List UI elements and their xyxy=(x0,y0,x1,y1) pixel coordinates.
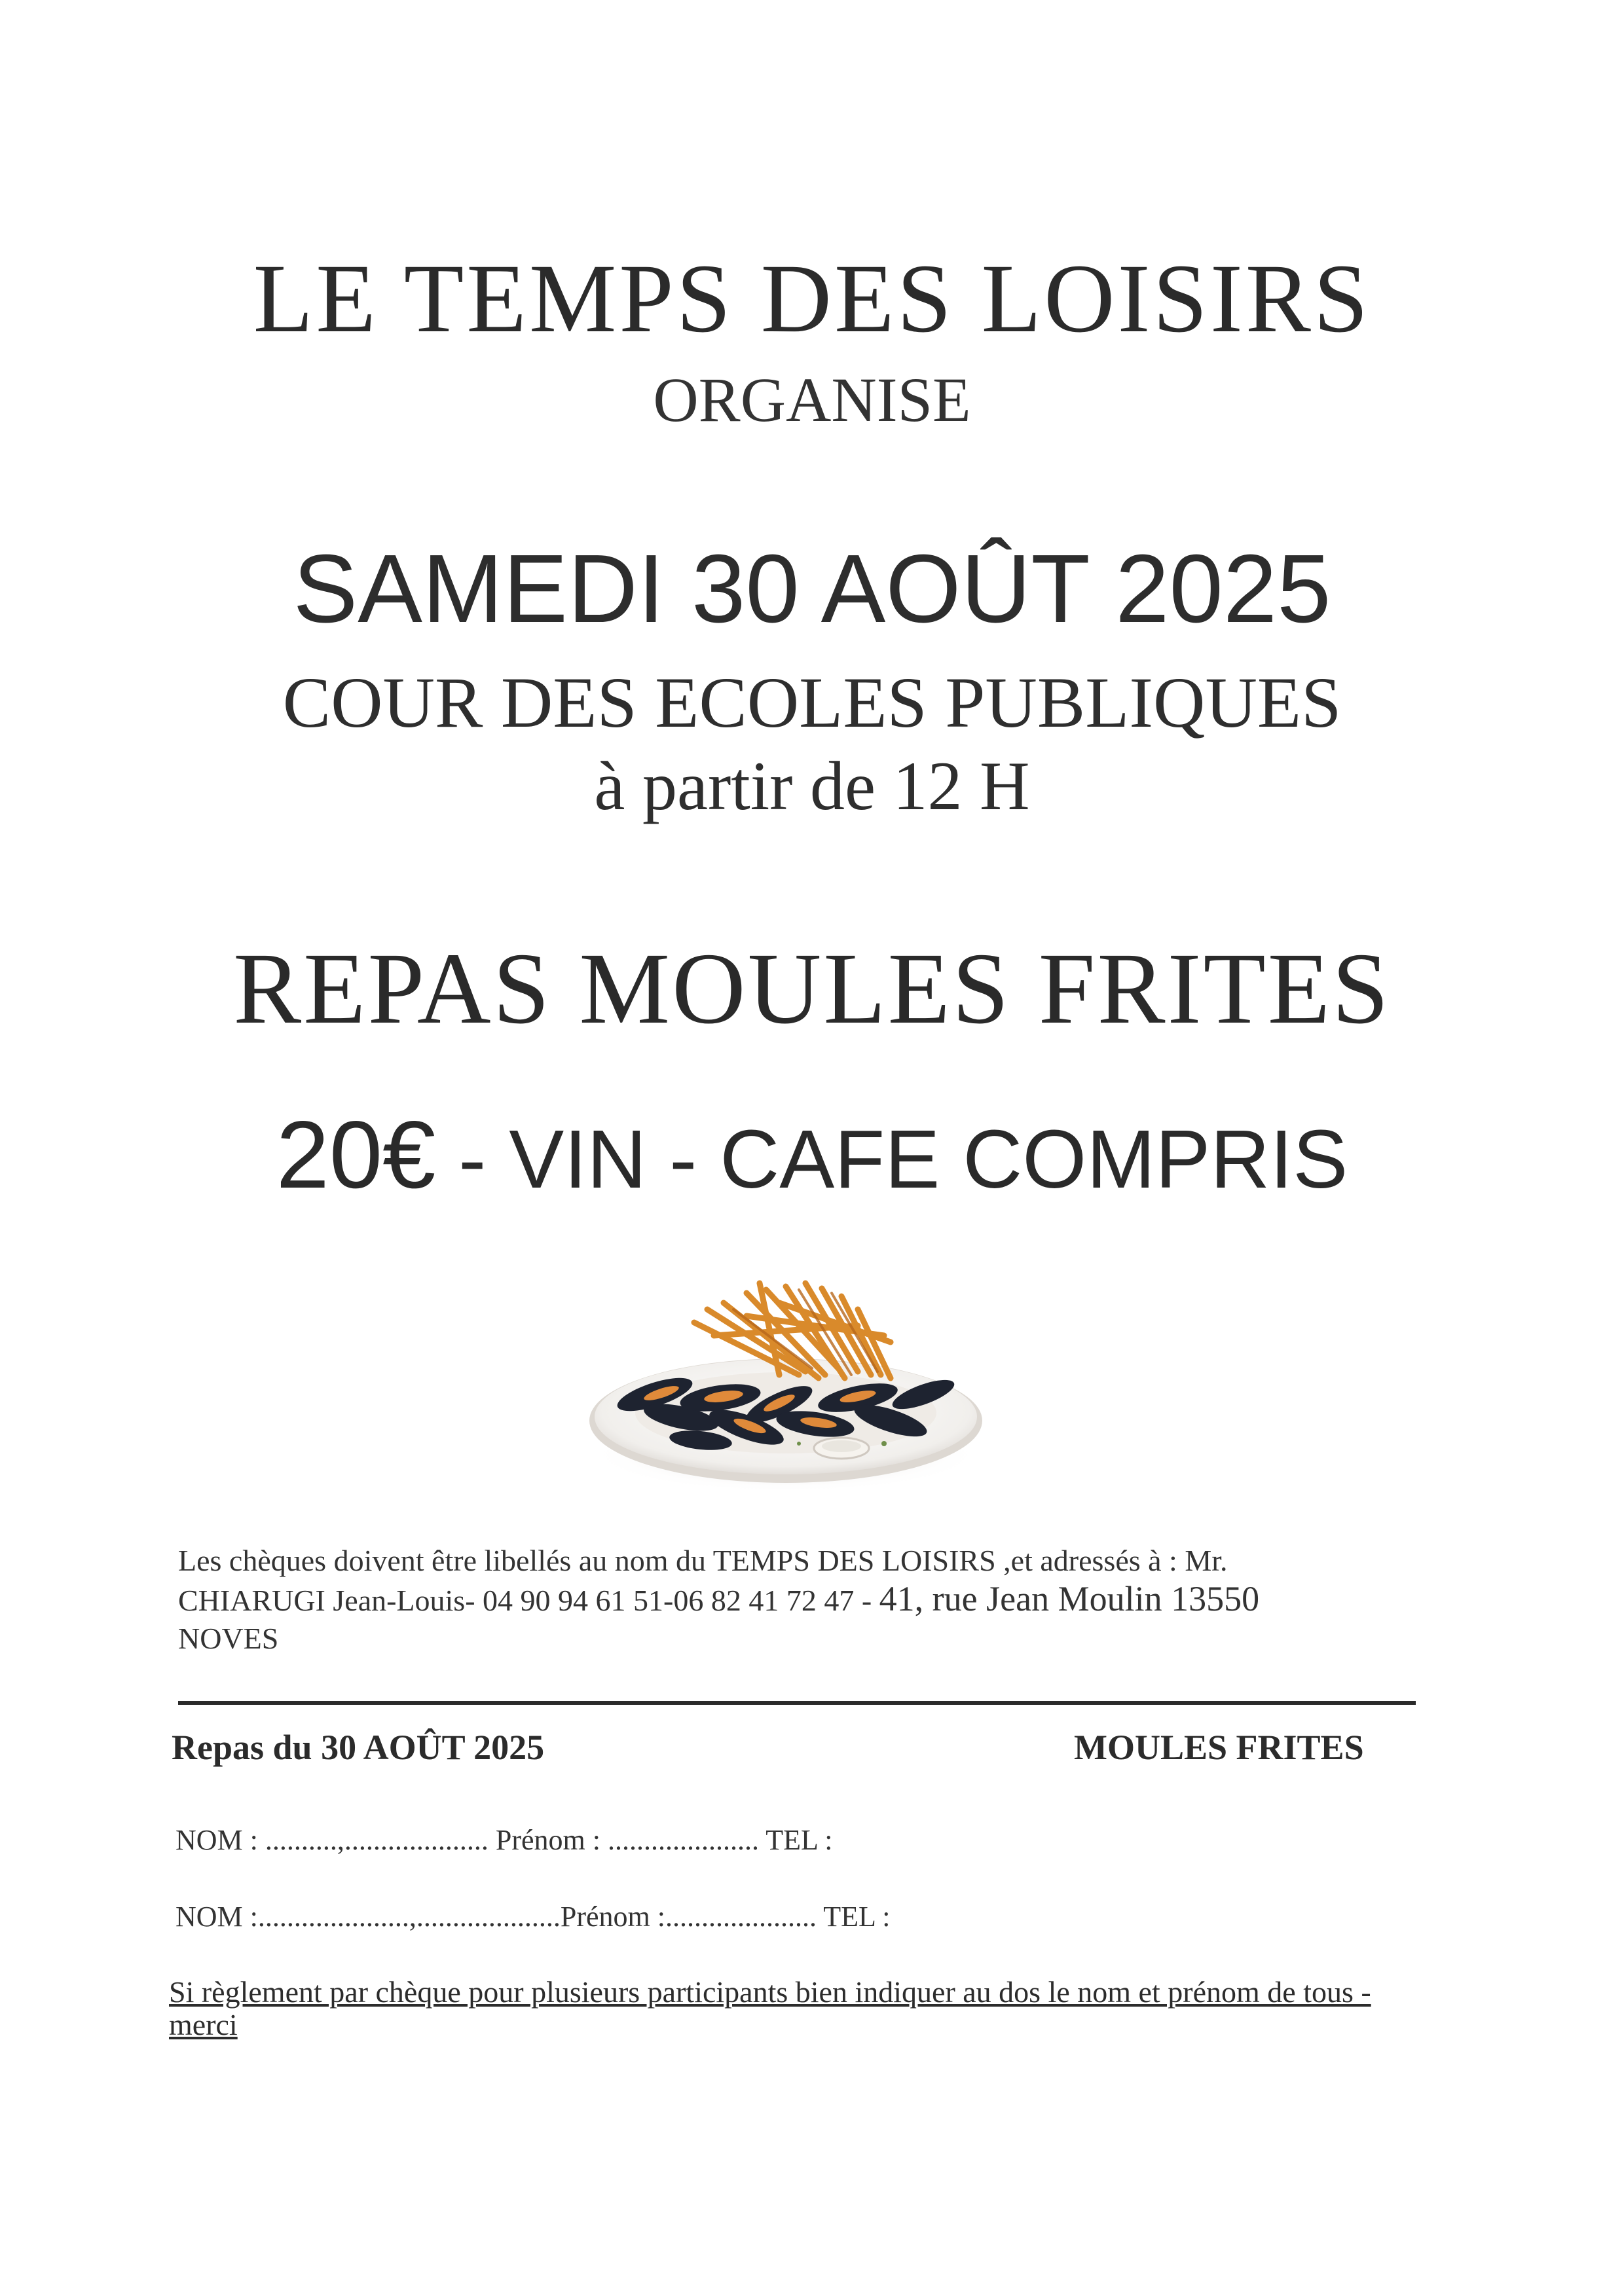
payment-info xyxy=(178,1542,1422,1658)
event-time: à partir de 12 H xyxy=(594,748,1030,824)
registration-row: NOM :.....................,....................Prénom :..................... TEL : xyxy=(175,1901,891,1933)
price-includes: - VIN - CAFE COMPRIS xyxy=(435,1113,1348,1205)
slip-title: Repas du 30 AOÛT 2025 xyxy=(172,1728,545,1767)
event-place: COUR DES ECOLES PUBLIQUES xyxy=(282,663,1342,742)
mussels-and-fries-icon xyxy=(583,1264,989,1499)
payment-info-line: NOVES xyxy=(178,1622,279,1655)
organise-label: ORGANISE xyxy=(653,365,971,435)
price-line xyxy=(0,1100,1624,1210)
meal-title: REPAS MOULES FRITES xyxy=(233,932,1391,1045)
cut-line xyxy=(178,1701,1416,1705)
slip-meal: MOULES FRITES xyxy=(1074,1728,1364,1767)
contact-address: 41, rue Jean Moulin 13550 xyxy=(879,1579,1260,1618)
price-value: 20€ xyxy=(276,1101,436,1208)
event-date: SAMEDI 30 AOÛT 2025 xyxy=(293,535,1331,643)
payment-info-line xyxy=(178,1580,1422,1620)
payment-note: Si règlement par chèque pour plusieurs participants bien indiquer au dos le nom et prénom de tous - merci xyxy=(169,1975,1371,2041)
organizer-title: LE TEMPS DES LOISIRS xyxy=(253,244,1371,353)
contact-phone: CHIARUGI Jean-Louis- 04 90 94 61 51-06 82 41 72 47 - xyxy=(178,1584,879,1617)
payment-info-line: Les chèques doivent être libellés au nom du TEMPS DES LOISIRS ,et adressés à : Mr. xyxy=(178,1544,1228,1577)
registration-row: NOM : ..........,.................... Prénom : ..................... TEL : xyxy=(175,1824,833,1856)
